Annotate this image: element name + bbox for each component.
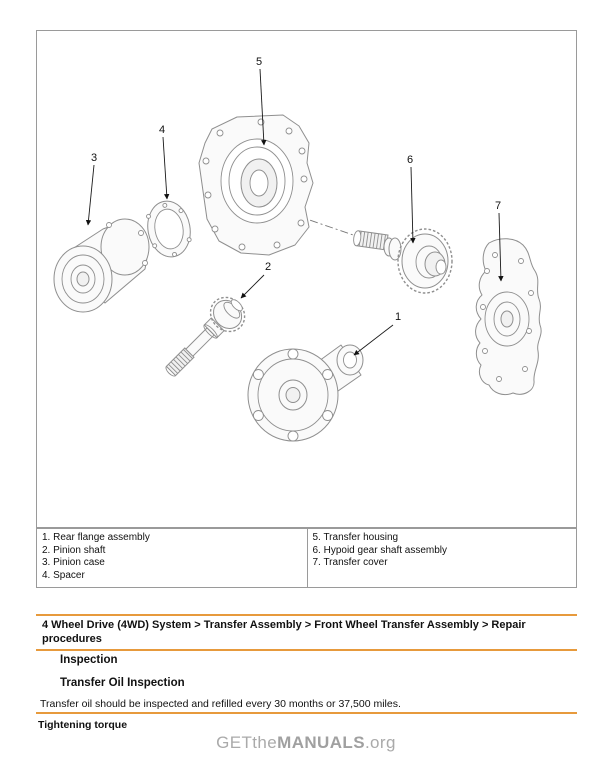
svg-text:4: 4 bbox=[158, 124, 166, 136]
svg-text:2: 2 bbox=[264, 261, 272, 273]
svg-text:6: 6 bbox=[406, 154, 414, 166]
legend-item: 2. Pinion shaft bbox=[42, 544, 106, 556]
callout-4 bbox=[159, 124, 167, 199]
watermark-suffix: .org bbox=[364, 733, 396, 752]
part-spacer bbox=[143, 198, 194, 260]
heading-inspection: Inspection bbox=[60, 654, 118, 666]
paragraph-oil-interval: Transfer oil should be inspected and refilled every 30 months or 37,500 miles. bbox=[40, 698, 401, 710]
legend-item: 4. Spacer bbox=[42, 569, 85, 581]
part-hypoid-gear-shaft bbox=[353, 229, 452, 293]
svg-text:1: 1 bbox=[394, 311, 402, 323]
site-watermark bbox=[0, 733, 612, 753]
legend-item: 7. Transfer cover bbox=[312, 557, 388, 568]
part-pinion-case bbox=[54, 219, 149, 312]
part-transfer-housing bbox=[199, 115, 313, 255]
legend-left-column bbox=[37, 529, 307, 587]
svg-text:3: 3 bbox=[90, 152, 98, 164]
callout-1 bbox=[354, 311, 401, 355]
part-rear-flange bbox=[248, 345, 363, 441]
legend-item: 6. Hypoid gear shaft assembly bbox=[312, 544, 448, 556]
legend-item: 1. Rear flange assembly bbox=[42, 532, 150, 543]
svg-text:5: 5 bbox=[255, 56, 263, 68]
orange-divider bbox=[36, 712, 577, 714]
legend-right-column bbox=[307, 529, 577, 587]
heading-transfer-oil-inspection: Transfer Oil Inspection bbox=[60, 677, 185, 689]
legend-item: 5. Transfer housing bbox=[312, 532, 399, 543]
callout-3 bbox=[88, 152, 97, 225]
part-transfer-cover bbox=[476, 239, 542, 395]
exploded-view-frame bbox=[36, 30, 577, 528]
breadcrumb: 4 Wheel Drive (4WD) System > Transfer Assembly > Front Wheel Transfer Assembly > Repair procedures bbox=[36, 614, 577, 651]
part-pinion-shaft bbox=[156, 290, 252, 386]
exploded-diagram bbox=[37, 31, 576, 527]
svg-text:7: 7 bbox=[494, 200, 502, 212]
heading-tightening-torque: Tightening torque bbox=[38, 719, 128, 731]
callout-6 bbox=[407, 154, 413, 243]
parts-legend-table bbox=[36, 528, 577, 588]
watermark-core: MANUALS bbox=[277, 733, 365, 752]
callout-2 bbox=[241, 261, 271, 298]
legend-item: 3. Pinion case bbox=[42, 557, 105, 568]
watermark-prefix: GETthe bbox=[216, 733, 278, 752]
